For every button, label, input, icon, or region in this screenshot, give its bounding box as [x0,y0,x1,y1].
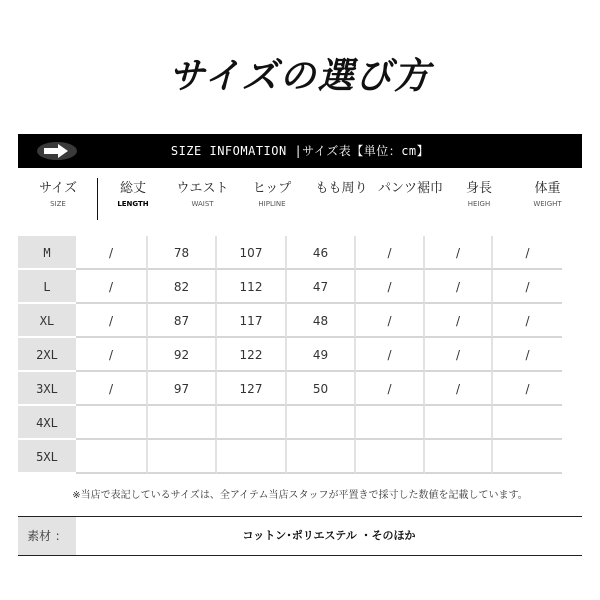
header-weight: 体重 WEIGHT [533,181,562,208]
hem-cell [356,440,425,474]
waist-cell: 82 [148,270,217,304]
header-length: 総丈 LENGTH [117,181,149,208]
table-row [18,236,582,270]
thigh-cell: 50 [287,372,356,406]
hip-cell: 122 [217,338,287,372]
table-row [18,372,582,406]
header-thigh: もも周り [315,181,368,196]
weight-cell: / [493,338,562,372]
material-value: コットン･ポリエステル ・そのほか [242,529,416,542]
waist-cell [148,440,217,474]
height-cell: / [425,270,493,304]
length-cell: / [76,372,148,406]
size-cell: 3XL [18,372,76,406]
thigh-cell: 46 [287,236,356,270]
size-table [18,236,582,474]
height-cell: / [425,338,493,372]
table-row [18,304,582,338]
length-cell: / [76,338,148,372]
header-height: 身長 HEIGH [465,181,492,208]
height-cell: / [425,304,493,338]
waist-cell [148,406,217,440]
hip-cell: 107 [217,236,287,270]
hem-cell [356,406,425,440]
header-waist: ウエスト WAIST [176,181,229,208]
height-cell: / [425,372,493,406]
table-row [18,338,582,372]
page-title: サイズの選び方 [168,56,432,97]
weight-cell: / [493,236,562,270]
thigh-cell [287,406,356,440]
material-row [18,516,582,556]
waist-cell: 78 [148,236,217,270]
measurement-note: ※当店で表記しているサイズは、全アイテム当店スタッフが平置きで採寸した数値を記載しています。 [72,490,528,501]
height-cell [425,440,493,474]
header-size: サイズ SIZE [18,176,98,222]
thigh-cell [287,440,356,474]
size-cell: 2XL [18,338,76,372]
header-hip: ヒップ HIPLINE [252,181,292,208]
weight-cell [493,406,562,440]
hem-cell: / [356,372,425,406]
hip-cell [217,406,287,440]
waist-cell: 87 [148,304,217,338]
hem-cell: / [356,236,425,270]
weight-cell: / [493,372,562,406]
hem-cell: / [356,270,425,304]
hip-cell: 127 [217,372,287,406]
thigh-cell: 48 [287,304,356,338]
length-cell: / [76,270,148,304]
header-hem: パンツ裾巾 [377,181,443,196]
table-header [18,176,582,222]
table-row [18,406,582,440]
table-row [18,440,582,474]
hip-cell: 117 [217,304,287,338]
material-label: 素材 ： [18,517,76,555]
hem-cell: / [356,338,425,372]
height-cell: / [425,236,493,270]
thigh-cell: 47 [287,270,356,304]
weight-cell: / [493,304,562,338]
table-row [18,270,582,304]
length-cell: / [76,304,148,338]
size-info-text: SIZE INFOMATION |サイズ表【単位：cm】 [170,144,430,158]
size-cell: M [18,236,76,270]
hip-cell: 112 [217,270,287,304]
hem-cell: / [356,304,425,338]
hip-cell [217,440,287,474]
weight-cell [493,440,562,474]
length-cell [76,440,148,474]
thigh-cell: 49 [287,338,356,372]
size-cell: XL [18,304,76,338]
waist-cell: 97 [148,372,217,406]
height-cell [425,406,493,440]
size-cell: L [18,270,76,304]
size-cell: 4XL [18,406,76,440]
length-cell [76,406,148,440]
waist-cell: 92 [148,338,217,372]
length-cell: / [76,236,148,270]
size-info-bar [18,134,582,168]
size-cell: 5XL [18,440,76,474]
weight-cell: / [493,270,562,304]
